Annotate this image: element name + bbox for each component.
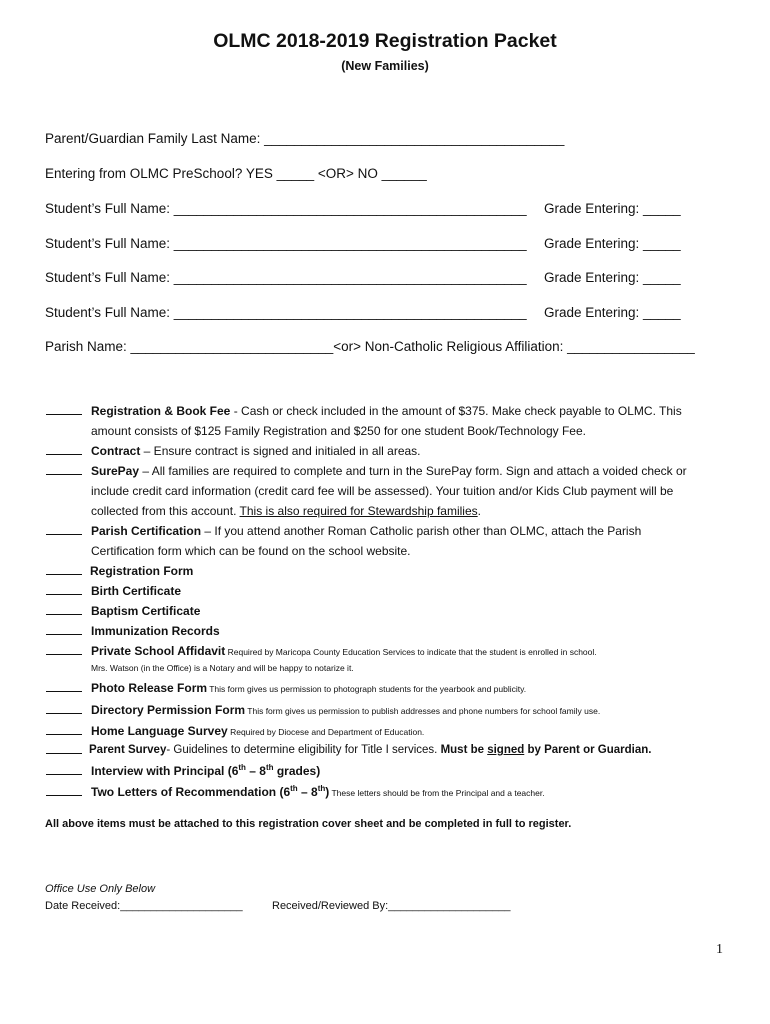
parent-survey-must: Must be: [440, 744, 488, 756]
checkbox-registration-form[interactable]: [46, 561, 82, 581]
item-interview: [91, 761, 731, 781]
item-registration-fee: [91, 401, 731, 441]
item-surepay: [91, 461, 731, 521]
directory-permission-text: This form gives us permission to publish addresses and phone numbers for school family use.: [245, 706, 601, 716]
surepay-text: – All families are required to complete and turn in the SurePay form. Sign and attach a voided check or: [139, 464, 687, 478]
surepay-text-3: collected from this account.: [91, 504, 240, 518]
grade-entering-field-2[interactable]: Grade Entering: _____: [544, 236, 681, 251]
notary-note: Mrs. Watson (in the Office) is a Notary and will be happy to notarize it.: [91, 663, 354, 673]
item-birth-certificate: Birth Certificate: [91, 584, 182, 598]
item-private-school-affidavit: [91, 641, 731, 662]
interview-sup-2: th: [265, 763, 274, 772]
directory-permission-label: Directory Permission Form: [91, 703, 246, 717]
contract-label: Contract: [91, 444, 141, 458]
interview-label: Interview with Principal (6: [91, 764, 239, 778]
parent-survey-label: Parent Survey: [89, 744, 167, 756]
preschool-field[interactable]: Entering from OLMC PreSchool? YES _____ <OR> NO ______: [45, 166, 427, 181]
checkbox-photo-release[interactable]: [46, 678, 82, 698]
date-received-field[interactable]: Date Received:____________________: [45, 900, 243, 912]
checkbox-parish-certification[interactable]: [46, 521, 82, 541]
parish-certification-text: – If you attend another Roman Catholic parish other than OLMC, attach the Parish: [201, 524, 642, 538]
item-photo-release: [91, 678, 731, 699]
student-name-field-1[interactable]: Student’s Full Name: _______________________________________________: [45, 201, 527, 216]
checkbox-contract[interactable]: [46, 441, 82, 461]
item-home-language: [91, 721, 731, 742]
page-number: 1: [716, 942, 723, 957]
parent-survey-signed: signed: [487, 744, 525, 756]
registration-fee-label: Registration & Book Fee: [91, 404, 231, 418]
footer-note: All above items must be attached to this registration cover sheet and be completed in full to register.: [45, 818, 572, 830]
item-registration-form: Registration Form: [90, 564, 194, 578]
item-baptism-certificate: Baptism Certificate: [91, 604, 201, 618]
home-language-text: Required by Diocese and Department of Education.: [227, 727, 425, 737]
checkbox-interview[interactable]: [46, 761, 82, 781]
photo-release-label: Photo Release Form: [91, 681, 208, 695]
surepay-text-2: include credit card information (credit card fee will be assessed). Your tuition and/or Kids Club payment will be: [91, 484, 674, 498]
registration-fee-text: - Cash or check included in the amount of $375. Make check payable to OLMC. This: [230, 404, 682, 418]
checkbox-baptism-certificate[interactable]: [46, 601, 82, 621]
parent-survey-text: - Guidelines to determine eligibility for Title I services.: [166, 744, 441, 756]
letters-text: These letters should be from the Principal and a teacher.: [329, 788, 545, 798]
grade-entering-field-3[interactable]: Grade Entering: _____: [544, 270, 681, 285]
student-name-field-3[interactable]: Student’s Full Name: _______________________________________________: [45, 270, 527, 285]
student-name-field-4[interactable]: Student’s Full Name: _______________________________________________: [45, 305, 527, 320]
item-contract: [91, 441, 731, 461]
item-immunization-records: Immunization Records: [91, 624, 220, 638]
item-parish-certification: [91, 521, 731, 561]
letters-label: Two Letters of Recommendation (6: [91, 785, 291, 799]
interview-sup-1: th: [238, 763, 246, 772]
home-language-label: Home Language Survey: [91, 724, 228, 738]
letters-label-b: – 8: [297, 785, 318, 799]
registration-fee-text-2: amount consists of $125 Family Registration and $250 for one student Book/Technology Fee.: [91, 424, 586, 438]
checkbox-birth-certificate[interactable]: [46, 581, 82, 601]
checkbox-parent-survey[interactable]: [46, 740, 82, 760]
parish-certification-text-2: Certification form which can be found on the school website.: [91, 544, 411, 558]
photo-release-text: This form gives us permission to photograph students for the yearbook and publicity.: [207, 684, 527, 694]
checkbox-surepay[interactable]: [46, 461, 82, 481]
checkbox-registration-fee[interactable]: [46, 401, 82, 421]
parish-name-field[interactable]: Parish Name: ___________________________<or> Non-Catholic Religious Affiliation: _________________: [45, 339, 695, 354]
grade-entering-field-4[interactable]: Grade Entering: _____: [544, 305, 681, 320]
reviewed-by-field[interactable]: Received/Reviewed By:____________________: [272, 900, 511, 912]
affidavit-text: Required by Maricopa County Education Services to indicate that the student is enrolled in school.: [225, 647, 597, 657]
parent-survey-end: by Parent or Guardian.: [524, 744, 652, 756]
affidavit-label: Private School Affidavit: [91, 644, 226, 658]
checkbox-immunization-records[interactable]: [46, 621, 82, 641]
checkbox-home-language[interactable]: [46, 721, 82, 741]
contract-text: – Ensure contract is signed and initialed in all areas.: [140, 444, 421, 458]
student-name-field-2[interactable]: Student’s Full Name: _______________________________________________: [45, 236, 527, 251]
grade-entering-field-1[interactable]: Grade Entering: _____: [544, 201, 681, 216]
letters-sup-2: th: [317, 784, 326, 793]
checkbox-directory-permission[interactable]: [46, 700, 82, 720]
stewardship-note: This is also required for Stewardship families: [239, 504, 478, 518]
item-directory-permission: [91, 700, 731, 721]
surepay-label: SurePay: [91, 464, 140, 478]
surepay-text-end: .: [477, 504, 481, 518]
family-last-name-field[interactable]: Parent/Guardian Family Last Name: ________________________________________: [45, 131, 565, 146]
checkbox-private-school-affidavit[interactable]: [46, 641, 82, 661]
item-parent-survey: [89, 740, 729, 760]
letters-label-c: ): [325, 785, 330, 799]
interview-label-b: – 8: [245, 764, 266, 778]
checkbox-letters[interactable]: [46, 782, 82, 802]
parish-certification-label: Parish Certification: [91, 524, 202, 538]
page-title: OLMC 2018-2019 Registration Packet: [213, 30, 557, 52]
letters-sup-1: th: [290, 784, 298, 793]
office-use-heading: Office Use Only Below: [45, 883, 156, 895]
page-subtitle: (New Families): [341, 59, 429, 73]
item-letters: [91, 782, 731, 803]
interview-label-c: grades): [273, 764, 321, 778]
